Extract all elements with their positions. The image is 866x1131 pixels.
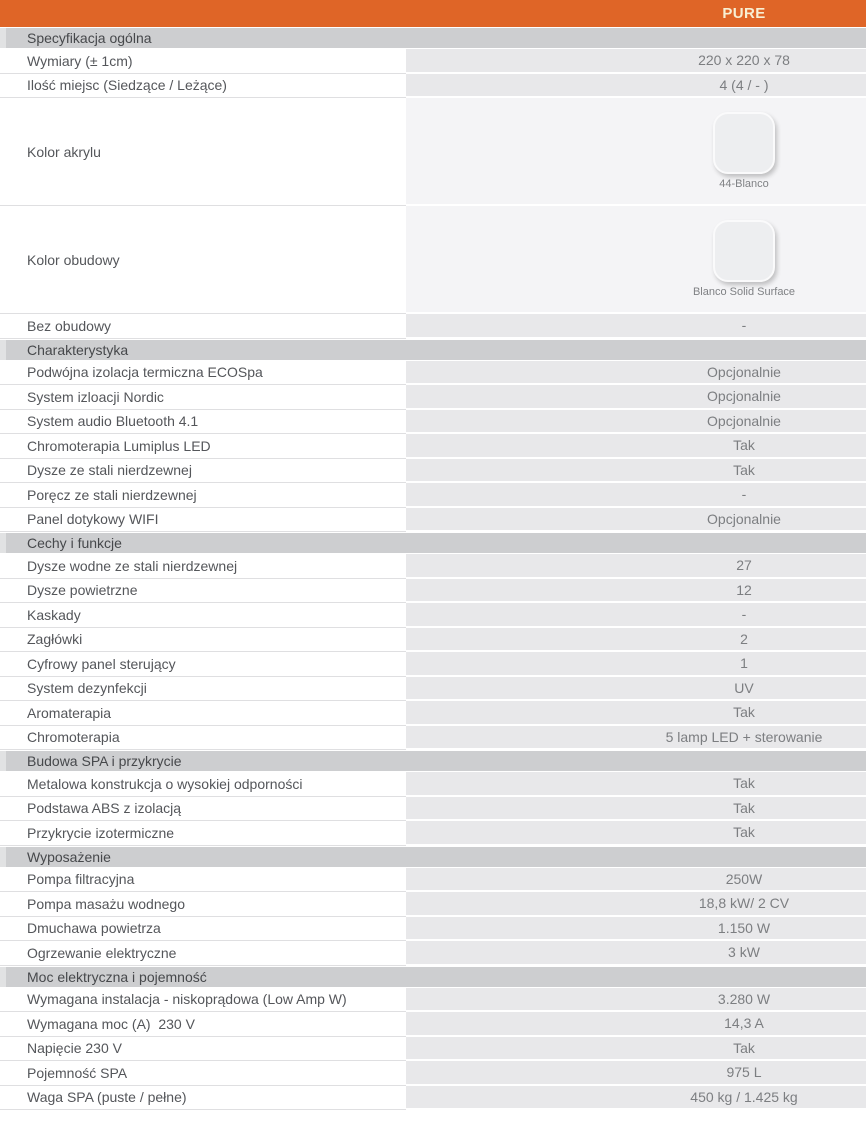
section-title: Specyfikacja ogólna [27, 30, 152, 46]
row-label: Bez obudowy [0, 314, 406, 339]
row-value: Tak [406, 772, 866, 797]
section-header [0, 966, 866, 988]
spec-row [0, 772, 866, 797]
section-header [0, 750, 866, 772]
spec-row [0, 49, 866, 74]
row-label: Dmuchawa powietrza [0, 917, 406, 942]
row-value: Opcjonalnie [406, 361, 866, 386]
row-label: Pojemność SPA [0, 1061, 406, 1086]
row-label: Chromoterapia [0, 726, 406, 751]
row-value [406, 98, 866, 206]
swatch-caption: 44-Blanco [719, 178, 769, 190]
row-value: 5 lamp LED + sterowanie [406, 726, 866, 751]
row-value: 1 [406, 652, 866, 677]
row-label: Aromaterapia [0, 701, 406, 726]
row-value: - [406, 314, 866, 339]
row-label: Pompa filtracyjna [0, 868, 406, 893]
spec-row [0, 797, 866, 822]
spec-row [0, 1086, 866, 1111]
spec-row [0, 1012, 866, 1037]
section-title: Cechy i funkcje [27, 535, 122, 551]
row-value: Tak [406, 821, 866, 846]
row-label: Poręcz ze stali nierdzewnej [0, 483, 406, 508]
row-value: - [406, 603, 866, 628]
spec-row [0, 726, 866, 751]
spec-row [0, 821, 866, 846]
row-label: Wymagana moc (A) 230 V [0, 1012, 406, 1037]
row-label: Ilość miejsc (Siedzące / Leżące) [0, 74, 406, 99]
spec-row [0, 74, 866, 99]
row-value: Tak [406, 1037, 866, 1062]
row-value: 220 x 220 x 78 [406, 49, 866, 74]
row-label: Kolor akrylu [0, 98, 406, 206]
color-swatch-group [713, 112, 775, 190]
row-value: 1.150 W [406, 917, 866, 942]
row-value: 3 kW [406, 941, 866, 966]
row-value: Tak [406, 459, 866, 484]
spec-row [0, 892, 866, 917]
row-label: Cyfrowy panel sterujący [0, 652, 406, 677]
row-value: Opcjonalnie [406, 410, 866, 435]
spec-row [0, 459, 866, 484]
row-label: Ogrzewanie elektryczne [0, 941, 406, 966]
spec-row [0, 508, 866, 533]
row-value: 27 [406, 554, 866, 579]
spec-row [0, 603, 866, 628]
spec-row [0, 206, 866, 314]
spec-row [0, 579, 866, 604]
color-swatch [713, 220, 775, 282]
row-label: Kaskady [0, 603, 406, 628]
spec-row [0, 917, 866, 942]
spec-row [0, 361, 866, 386]
spec-row [0, 554, 866, 579]
spec-row [0, 677, 866, 702]
row-label: Zagłówki [0, 628, 406, 653]
spec-row [0, 941, 866, 966]
row-label: Napięcie 230 V [0, 1037, 406, 1062]
section-title: Wyposażenie [27, 848, 111, 865]
spec-row [0, 385, 866, 410]
color-swatch-group [693, 220, 795, 298]
spec-row [0, 314, 866, 339]
spec-row [0, 434, 866, 459]
spec-row [0, 988, 866, 1013]
row-label: Dysze ze stali nierdzewnej [0, 459, 406, 484]
section-title: Moc elektryczna i pojemność [27, 968, 207, 985]
row-value: 4 (4 / - ) [406, 74, 866, 99]
section-title: Charakterystyka [27, 341, 129, 358]
row-label: Metalowa konstrukcja o wysokiej odporności [0, 772, 406, 797]
section-header [0, 27, 866, 49]
row-label: Wymagana instalacja - niskoprądowa (Low Amp W) [0, 988, 406, 1013]
spec-row [0, 701, 866, 726]
row-label: Kolor obudowy [0, 206, 406, 314]
row-value: 250W [406, 868, 866, 893]
row-label: Waga SPA (puste / pełne) [0, 1086, 406, 1111]
row-value: 14,3 A [406, 1012, 866, 1037]
row-value: 975 L [406, 1061, 866, 1086]
row-label: Chromoterapia Lumiplus LED [0, 434, 406, 459]
row-value: Opcjonalnie [406, 385, 866, 410]
row-value: 2 [406, 628, 866, 653]
row-value: 18,8 kW/ 2 CV [406, 892, 866, 917]
row-value: Tak [406, 434, 866, 459]
spec-row [0, 483, 866, 508]
color-swatch [713, 112, 775, 174]
spec-row [0, 868, 866, 893]
spec-row [0, 98, 866, 206]
product-name: PURE [722, 5, 766, 22]
row-label: System dezynfekcji [0, 677, 406, 702]
row-label: Pompa masażu wodnego [0, 892, 406, 917]
row-label: System izloacji Nordic [0, 385, 406, 410]
spec-row [0, 410, 866, 435]
row-label: Panel dotykowy WIFI [0, 508, 406, 533]
section-header [0, 532, 866, 554]
row-value: UV [406, 677, 866, 702]
product-header [0, 0, 866, 27]
row-label: System audio Bluetooth 4.1 [0, 410, 406, 435]
spec-table [0, 27, 866, 1110]
row-value: - [406, 483, 866, 508]
swatch-caption: Blanco Solid Surface [692, 286, 796, 298]
row-value: Opcjonalnie [406, 508, 866, 533]
row-label: Podwójna izolacja termiczna ECOSpa [0, 361, 406, 386]
row-value: Tak [406, 797, 866, 822]
row-value: 3.280 W [406, 988, 866, 1013]
row-value: 12 [406, 579, 866, 604]
section-title: Budowa SPA i przykrycie [27, 753, 182, 769]
row-label: Dysze wodne ze stali nierdzewnej [0, 554, 406, 579]
spec-row [0, 628, 866, 653]
row-label: Wymiary (± 1cm) [0, 49, 406, 74]
spec-row [0, 1037, 866, 1062]
spec-row [0, 652, 866, 677]
row-label: Podstawa ABS z izolacją [0, 797, 406, 822]
section-header [0, 846, 866, 868]
section-header [0, 339, 866, 361]
row-label: Przykrycie izotermiczne [0, 821, 406, 846]
spec-row [0, 1061, 866, 1086]
row-label: Dysze powietrzne [0, 579, 406, 604]
row-value [406, 206, 866, 314]
row-value: 450 kg / 1.425 kg [406, 1086, 866, 1111]
row-value: Tak [406, 701, 866, 726]
